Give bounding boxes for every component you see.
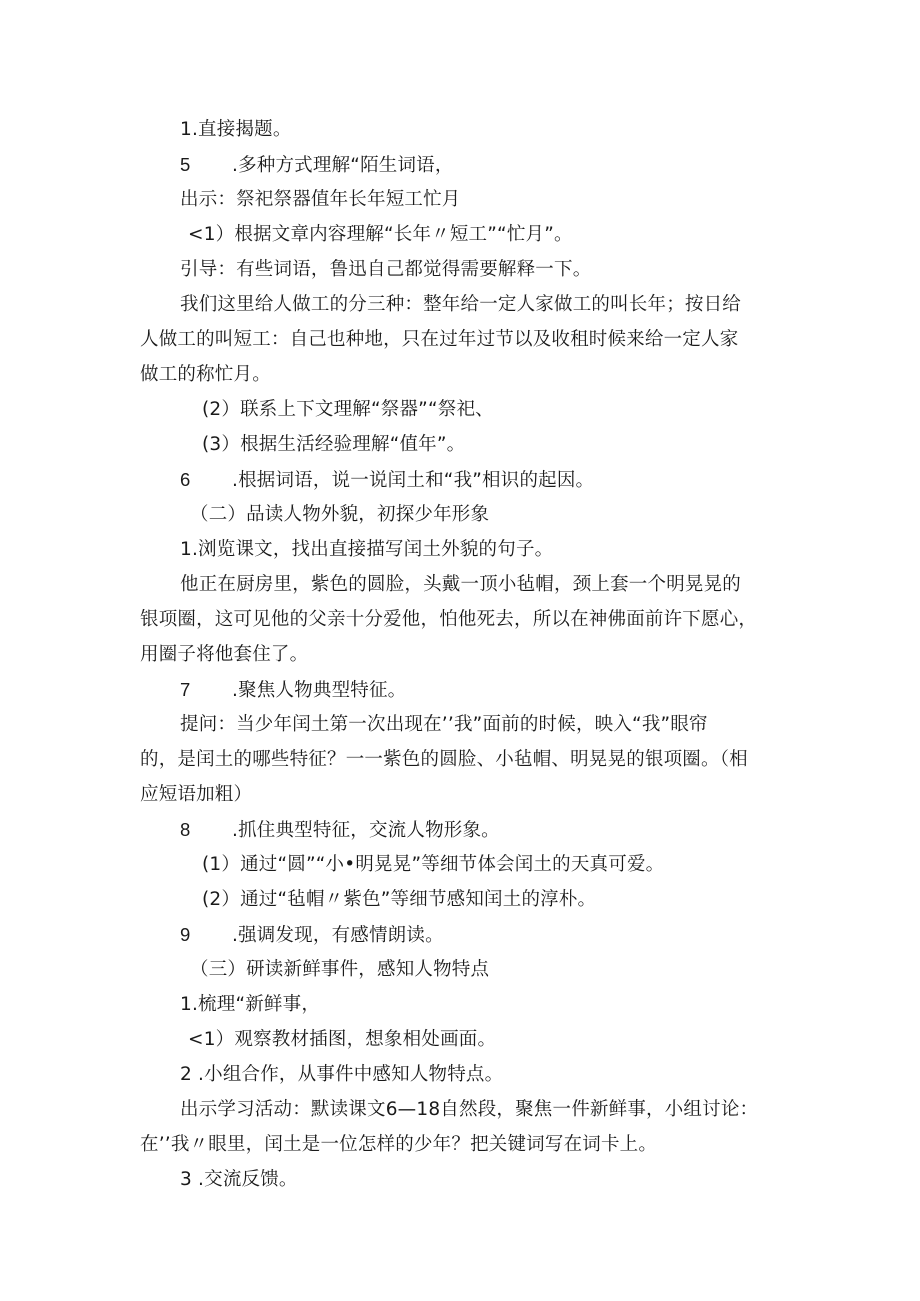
item-text: .聚焦人物典型特征。 — [232, 680, 407, 701]
paragraph-line: 提问：当少年闰土第一次出现在’’我”面前的时候，映入“我”眼帘 — [180, 714, 708, 735]
item-number: 5 — [180, 154, 191, 175]
text-line: 2 .小组合作，从事件中感知人物特点。 — [180, 1064, 504, 1085]
numbered-item — [180, 923, 444, 948]
item-text: .抓住典型特征，交流人物形象。 — [232, 820, 500, 841]
text-line: (1）通过“圆”“小•明晃晃”等细节体会闰土的天真可爱。 — [202, 854, 665, 875]
text-line: 1.直接揭题。 — [180, 119, 292, 140]
item-number: 9 — [180, 924, 191, 945]
item-text: .强调发现，有感情朗读。 — [232, 925, 444, 946]
paragraph-line: 银项圈，这可见他的父亲十分爱他，怕他死去，所以在神佛面前许下愿心， — [140, 609, 758, 630]
paragraph-line: 人做工的叫短工：自己也种地，只在过年过节以及收租时候来给一定人家 — [140, 329, 739, 350]
text-line: (2）联系上下文理解“祭器”“祭祀、 — [202, 399, 494, 420]
numbered-item — [180, 153, 454, 178]
text-line: 1.浏览课文，找出直接描写闰土外貌的句子。 — [180, 539, 554, 560]
text-line: 1.梳理“新鲜事， — [180, 994, 321, 1015]
text-line: (3）根据生活经验理解“值年”。 — [202, 434, 466, 455]
text-line: <1）根据文章内容理解“长年〃短工”“忙月”。 — [188, 224, 573, 245]
paragraph-line: 出示学习活动：默读课文6—18自然段，聚焦一件新鲜事，小组讨论： — [180, 1099, 759, 1120]
paragraph-line: 我们这里给人做工的分三种：整年给一定人家做工的叫长年；按日给 — [180, 294, 742, 315]
item-number: 7 — [180, 679, 191, 700]
item-text: .根据词语，说一说闰土和“我”相识的起因。 — [232, 470, 595, 491]
text-line: 3 .交流反馈。 — [180, 1169, 298, 1190]
section-heading: （二）品读人物外貌，初探少年形象 — [190, 504, 490, 525]
paragraph-line: 的，是闰土的哪些特征？一一紫色的圆脸、小毡帽、明晃晃的银项圈。（相 — [140, 749, 748, 770]
numbered-item — [180, 818, 500, 843]
numbered-item — [180, 468, 594, 493]
paragraph-line: 应短语加粗） — [140, 784, 253, 805]
paragraph-line: 用圈子将他套住了。 — [140, 644, 309, 665]
item-number: 8 — [180, 819, 191, 840]
text-line: (2）通过“毡帽〃紫色”等细节感知闰土的淳朴。 — [202, 889, 597, 910]
numbered-item — [180, 678, 406, 703]
paragraph-line: 做工的称忙月。 — [140, 364, 271, 385]
paragraph-line: 他正在厨房里，紫色的圆脸，头戴一顶小毡帽，颈上套一个明晃晃的 — [180, 574, 742, 595]
text-line: 引导：有些词语，鲁迅自己都觉得需要解释一下。 — [180, 259, 592, 280]
text-line: 出示：祭祀祭器值年长年短工忙月 — [180, 189, 461, 210]
paragraph-line: 在’’我〃眼里，闰土是一位怎样的少年？把关键词写在词卡上。 — [140, 1134, 658, 1155]
section-heading: （三）研读新鲜事件，感知人物特点 — [190, 959, 490, 980]
text-line: <1）观察教材插图，想象相处画面。 — [188, 1029, 497, 1050]
item-number: 6 — [180, 469, 191, 490]
item-text: .多种方式理解“陌生词语， — [232, 155, 454, 176]
